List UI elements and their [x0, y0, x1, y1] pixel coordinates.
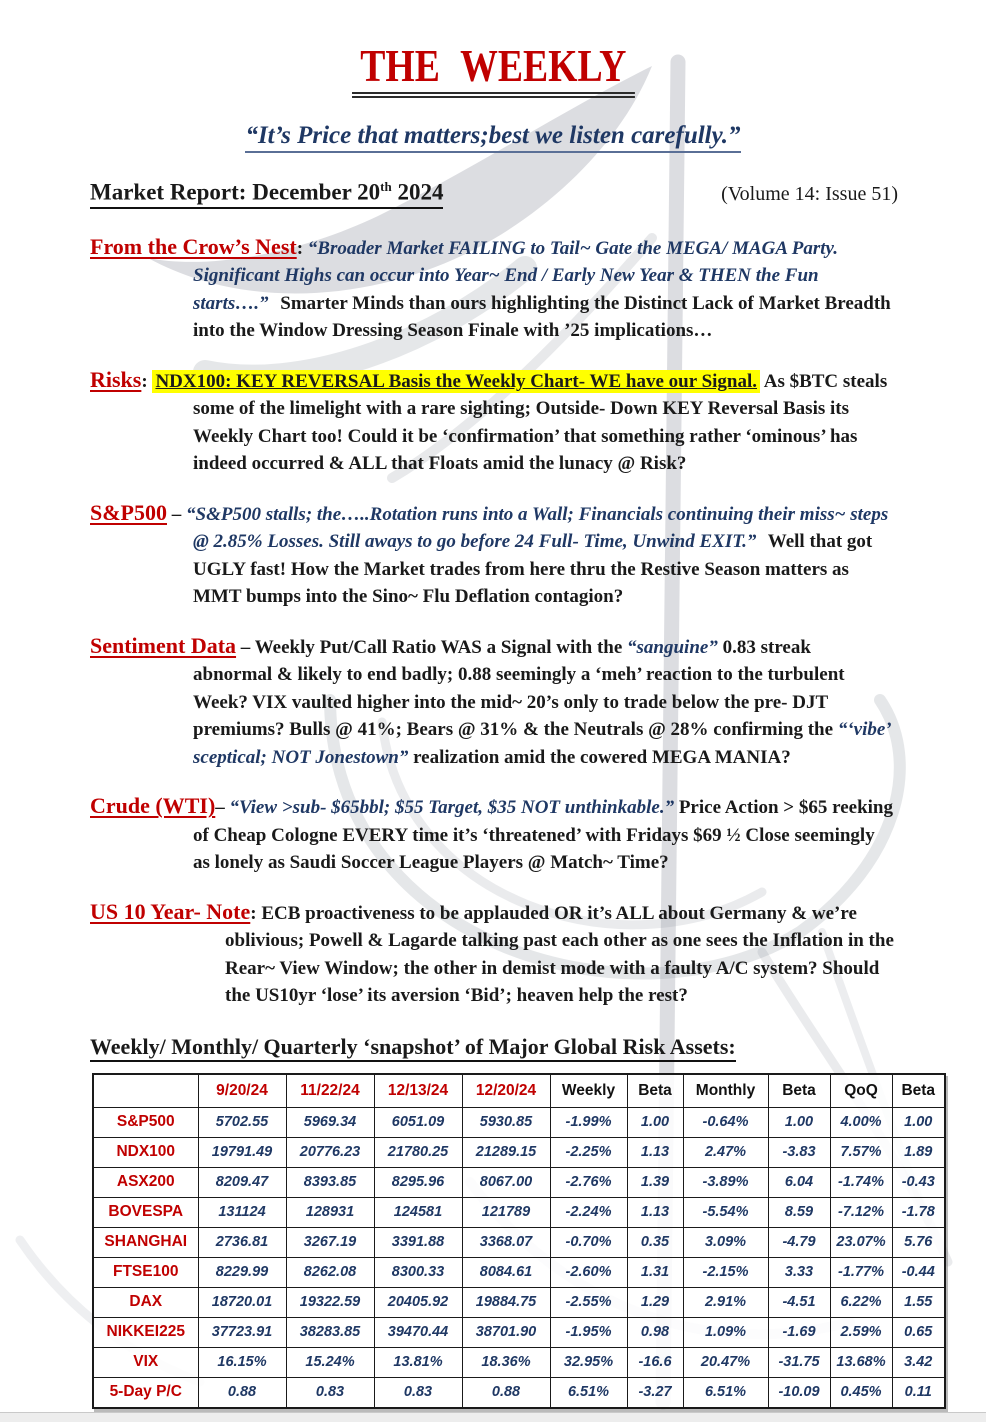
row-label: NIKKEI225: [93, 1317, 198, 1347]
page-bottom-edge: [0, 1412, 986, 1422]
table-cell: 8067.00: [462, 1167, 550, 1197]
section-sentiment: [90, 632, 894, 772]
table-cell: 8300.33: [374, 1257, 462, 1287]
section-crude: [90, 792, 894, 877]
table-cell: 131124: [198, 1197, 286, 1227]
table-cell: -1.77%: [830, 1257, 892, 1287]
quote-text: “View >sub- $65bbl; $55 Target, $35 NOT unthinkable.”: [229, 797, 675, 819]
table-cell: 0.83: [374, 1377, 462, 1408]
quote-text: “Broader Market FAILING to Tail~ Gate the MEGA/ MAGA Party. Significant Highs can occur into Year~ End / Early New Year & THEN the Fun starts….”: [193, 237, 839, 314]
section-heading: Risks: [90, 366, 142, 392]
table-cell: -1.95%: [550, 1317, 627, 1347]
table-body: [93, 1107, 945, 1408]
table-cell: 1.09%: [683, 1317, 768, 1347]
table-cell: -2.24%: [550, 1197, 627, 1227]
row-label: DAX: [93, 1287, 198, 1317]
table-cell: 1.39: [627, 1167, 683, 1197]
report-title: [90, 179, 443, 209]
table-cell: 5702.55: [198, 1107, 286, 1137]
table-cell: -1.99%: [550, 1107, 627, 1137]
column-header: Beta: [768, 1074, 830, 1108]
table-cell: 2.59%: [830, 1317, 892, 1347]
table-cell: 128931: [286, 1197, 374, 1227]
table-cell: -1.78: [892, 1197, 945, 1227]
table-cell: -16.6: [627, 1347, 683, 1377]
column-header: Beta: [627, 1074, 683, 1108]
table-cell: -0.64%: [683, 1107, 768, 1137]
table-cell: 2736.81: [198, 1227, 286, 1257]
table-row: [93, 1107, 945, 1137]
table-cell: 18720.01: [198, 1287, 286, 1317]
table-cell: 8084.61: [462, 1257, 550, 1287]
table-cell: 6.51%: [683, 1377, 768, 1408]
column-header: 9/20/24: [198, 1074, 286, 1108]
table-cell: -5.54%: [683, 1197, 768, 1227]
table-cell: 0.88: [462, 1377, 550, 1408]
body-text: 0.83 streak abnormal & likely to end badly; 0.88 seemingly a ‘meh’ reaction to the turbulent Week? VIX vaulted higher into the mid~ 20’s only to trade below the pre- DJT premiums? Bulls @ 41%; Bears @ 31% & the Neutrals @ 28% confirming the: [193, 636, 845, 741]
table-cell: -4.79: [768, 1227, 830, 1257]
table-cell: 0.11: [892, 1377, 945, 1408]
heading-separator: –: [236, 636, 255, 658]
table-cell: 0.35: [627, 1227, 683, 1257]
table-cell: 2.47%: [683, 1137, 768, 1167]
section-heading: US 10 Year- Note: [90, 898, 251, 924]
row-label: 5-Day P/C: [93, 1377, 198, 1408]
corner-cell: [93, 1074, 198, 1108]
table-cell: 3391.88: [374, 1227, 462, 1257]
report-header: [90, 179, 898, 209]
table-cell: 39470.44: [374, 1317, 462, 1347]
table-cell: 3267.19: [286, 1227, 374, 1257]
table-row: [93, 1197, 945, 1227]
table-cell: 8262.08: [286, 1257, 374, 1287]
table-cell: 38701.90: [462, 1317, 550, 1347]
table-cell: 8.59: [768, 1197, 830, 1227]
section-crows-nest: [90, 233, 894, 345]
column-header: Monthly: [683, 1074, 768, 1108]
table-cell: 1.31: [627, 1257, 683, 1287]
table-cell: 0.65: [892, 1317, 945, 1347]
table-cell: 20405.92: [374, 1287, 462, 1317]
row-label: BOVESPA: [93, 1197, 198, 1227]
table-cell: 3.42: [892, 1347, 945, 1377]
table-cell: 32.95%: [550, 1347, 627, 1377]
table-cell: -0.44: [892, 1257, 945, 1287]
table-cell: 1.13: [627, 1197, 683, 1227]
column-header: 11/22/24: [286, 1074, 374, 1108]
table-title: [90, 1034, 896, 1060]
table-cell: -3.27: [627, 1377, 683, 1408]
table-cell: 5969.34: [286, 1107, 374, 1137]
report-title-year: 2024: [391, 179, 444, 205]
table-cell: -2.60%: [550, 1257, 627, 1287]
table-cell: -0.43: [892, 1167, 945, 1197]
heading-separator: –: [215, 797, 230, 819]
table-cell: -31.75: [768, 1347, 830, 1377]
page-title: THE WEEKLY: [352, 42, 635, 98]
table-cell: 124581: [374, 1197, 462, 1227]
table-cell: 0.83: [286, 1377, 374, 1408]
column-header: 12/13/24: [374, 1074, 462, 1108]
table-cell: 1.00: [768, 1107, 830, 1137]
section-us10yr: [90, 898, 894, 1010]
table-cell: 37723.91: [198, 1317, 286, 1347]
table-cell: 0.88: [198, 1377, 286, 1408]
table-cell: 4.00%: [830, 1107, 892, 1137]
table-head: [93, 1074, 945, 1108]
table-cell: -2.76%: [550, 1167, 627, 1197]
table-row: [93, 1317, 945, 1347]
table-cell: -10.09: [768, 1377, 830, 1408]
table-cell: 19884.75: [462, 1287, 550, 1317]
table-row: [93, 1137, 945, 1167]
table-row: [93, 1287, 945, 1317]
table-cell: -3.89%: [683, 1167, 768, 1197]
row-label: ASX200: [93, 1167, 198, 1197]
table-cell: 15.24%: [286, 1347, 374, 1377]
tagline: “It’s Price that matters;best we listen carefully.”: [245, 122, 740, 153]
row-label: S&P500: [93, 1107, 198, 1137]
row-label: VIX: [93, 1347, 198, 1377]
table-cell: 1.89: [892, 1137, 945, 1167]
table-cell: 23.07%: [830, 1227, 892, 1257]
table-row: [93, 1347, 945, 1377]
table-cell: -7.12%: [830, 1197, 892, 1227]
column-header: Beta: [892, 1074, 945, 1108]
table-cell: -3.83: [768, 1137, 830, 1167]
table-cell: -2.25%: [550, 1137, 627, 1167]
body-text: Well that got UGLY fast! How the Market trades from here thru the Restive Season matters as MMT bumps into the Sino~ Flu Deflation contagion?: [193, 531, 873, 608]
table-cell: -2.15%: [683, 1257, 768, 1287]
section-heading: Crude (WTI): [90, 793, 216, 819]
table-cell: -1.69: [768, 1317, 830, 1347]
section-heading: Sentiment Data: [90, 632, 237, 658]
table-cell: 3.09%: [683, 1227, 768, 1257]
table-cell: 8295.96: [374, 1167, 462, 1197]
table-cell: 1.55: [892, 1287, 945, 1317]
table-cell: 1.00: [627, 1107, 683, 1137]
row-label: NDX100: [93, 1137, 198, 1167]
table-cell: 5930.85: [462, 1107, 550, 1137]
snapshot-table: [92, 1073, 946, 1409]
table-cell: 1.29: [627, 1287, 683, 1317]
highlighted-signal-text: NDX100: KEY REVERSAL Basis the Weekly Chart- WE have our Signal.: [152, 370, 760, 393]
table-row: [93, 1377, 945, 1408]
table-cell: 38283.85: [286, 1317, 374, 1347]
table-cell: 6.22%: [830, 1287, 892, 1317]
table-cell: 13.81%: [374, 1347, 462, 1377]
table-row: [93, 1167, 945, 1197]
table-cell: 6051.09: [374, 1107, 462, 1137]
quote-text: “sanguine”: [627, 636, 718, 658]
table-cell: 6.51%: [550, 1377, 627, 1408]
table-cell: 121789: [462, 1197, 550, 1227]
masthead: [0, 42, 986, 98]
header-row: [93, 1074, 945, 1108]
table-title-text: Weekly/ Monthly/ Quarterly ‘snapshot’ of Major Global Risk Assets:: [90, 1034, 736, 1062]
table-cell: 13.68%: [830, 1347, 892, 1377]
body-text: realization amid the cowered MEGA MANIA?: [408, 746, 791, 768]
table-row: [93, 1227, 945, 1257]
table-cell: 19791.49: [198, 1137, 286, 1167]
volume-issue: (Volume 14: Issue 51): [721, 182, 898, 205]
column-header: 12/20/24: [462, 1074, 550, 1108]
body-text: As $BTC steals some of the limelight with a rare sighting; Outside- Down KEY Reversal Basis its Weekly Chart too! Could it be ‘confirmation’ that something rather ‘ominous’ has indeed occurred & ALL that Floats amid the lunacy @ Risk?: [193, 370, 888, 475]
table-cell: 19322.59: [286, 1287, 374, 1317]
section-heading: S&P500: [90, 499, 167, 525]
section-risks: [90, 366, 894, 478]
table-cell: 2.91%: [683, 1287, 768, 1317]
table-cell: 0.45%: [830, 1377, 892, 1408]
table-cell: 8229.99: [198, 1257, 286, 1287]
body-text: Weekly Put/Call Ratio WAS a Signal with the: [254, 636, 628, 658]
table-cell: 5.76: [892, 1227, 945, 1257]
table-cell: -2.55%: [550, 1287, 627, 1317]
row-label: FTSE100: [93, 1257, 198, 1287]
table-cell: 0.98: [627, 1317, 683, 1347]
table-cell: -1.74%: [830, 1167, 892, 1197]
table-cell: 21289.15: [462, 1137, 550, 1167]
table-cell: 7.57%: [830, 1137, 892, 1167]
table-cell: -0.70%: [550, 1227, 627, 1257]
table-cell: 3368.07: [462, 1227, 550, 1257]
quote-text: “‘vibe’ sceptical; NOT Jonestown”: [193, 719, 891, 768]
row-label: SHANGHAI: [93, 1227, 198, 1257]
body-text: ECB proactiveness to be applauded OR it’s ALL about Germany & we’re oblivious; Powell & Lagarde talking past each other as one sees the Inflation in the Rear~ View Window; the other in demist mode with a faulty A/C system? Should the US10yr ‘lose’ its aversion ‘Bid’; heaven help the rest?: [225, 902, 894, 1007]
table-cell: 6.04: [768, 1167, 830, 1197]
table-cell: 8393.85: [286, 1167, 374, 1197]
date-ordinal-suffix: th: [380, 179, 392, 195]
body-text: Price Action > $65 reeking of Cheap Cologne EVERY time it’s ‘threatened’ with Fridays $69 ½ Close seemingly as lonely as Saudi Soccer League Players @ Match~ Time?: [193, 797, 893, 874]
section-sp500: [90, 499, 894, 611]
table-cell: -4.51: [768, 1287, 830, 1317]
table-cell: 1.13: [627, 1137, 683, 1167]
table-cell: 3.33: [768, 1257, 830, 1287]
table-cell: 18.36%: [462, 1347, 550, 1377]
table-cell: 8209.47: [198, 1167, 286, 1197]
table-row: [93, 1257, 945, 1287]
report-title-text: Market Report: December 20: [90, 179, 381, 205]
heading-separator: –: [167, 503, 186, 525]
table-cell: 20.47%: [683, 1347, 768, 1377]
section-heading: From the Crow’s Nest: [90, 233, 297, 259]
heading-separator: :: [250, 902, 262, 924]
heading-separator: :: [141, 370, 153, 392]
heading-separator: :: [296, 237, 308, 259]
table-cell: 21780.25: [374, 1137, 462, 1167]
quote-text: “S&P500 stalls; the…..Rotation runs into a Wall; Financials continuing their miss~ steps @ 2.85% Losses. Still aways to go before 24 Full- Time, Unwind EXIT.”: [186, 503, 889, 553]
table-cell: 20776.23: [286, 1137, 374, 1167]
table-cell: 16.15%: [198, 1347, 286, 1377]
column-header: Weekly: [550, 1074, 627, 1108]
column-header: QoQ: [830, 1074, 892, 1108]
body-text: Smarter Minds than ours highlighting the Distinct Lack of Market Breadth into the Window Dressing Season Finale with ’25 implications…: [193, 292, 891, 342]
table-cell: 1.00: [892, 1107, 945, 1137]
